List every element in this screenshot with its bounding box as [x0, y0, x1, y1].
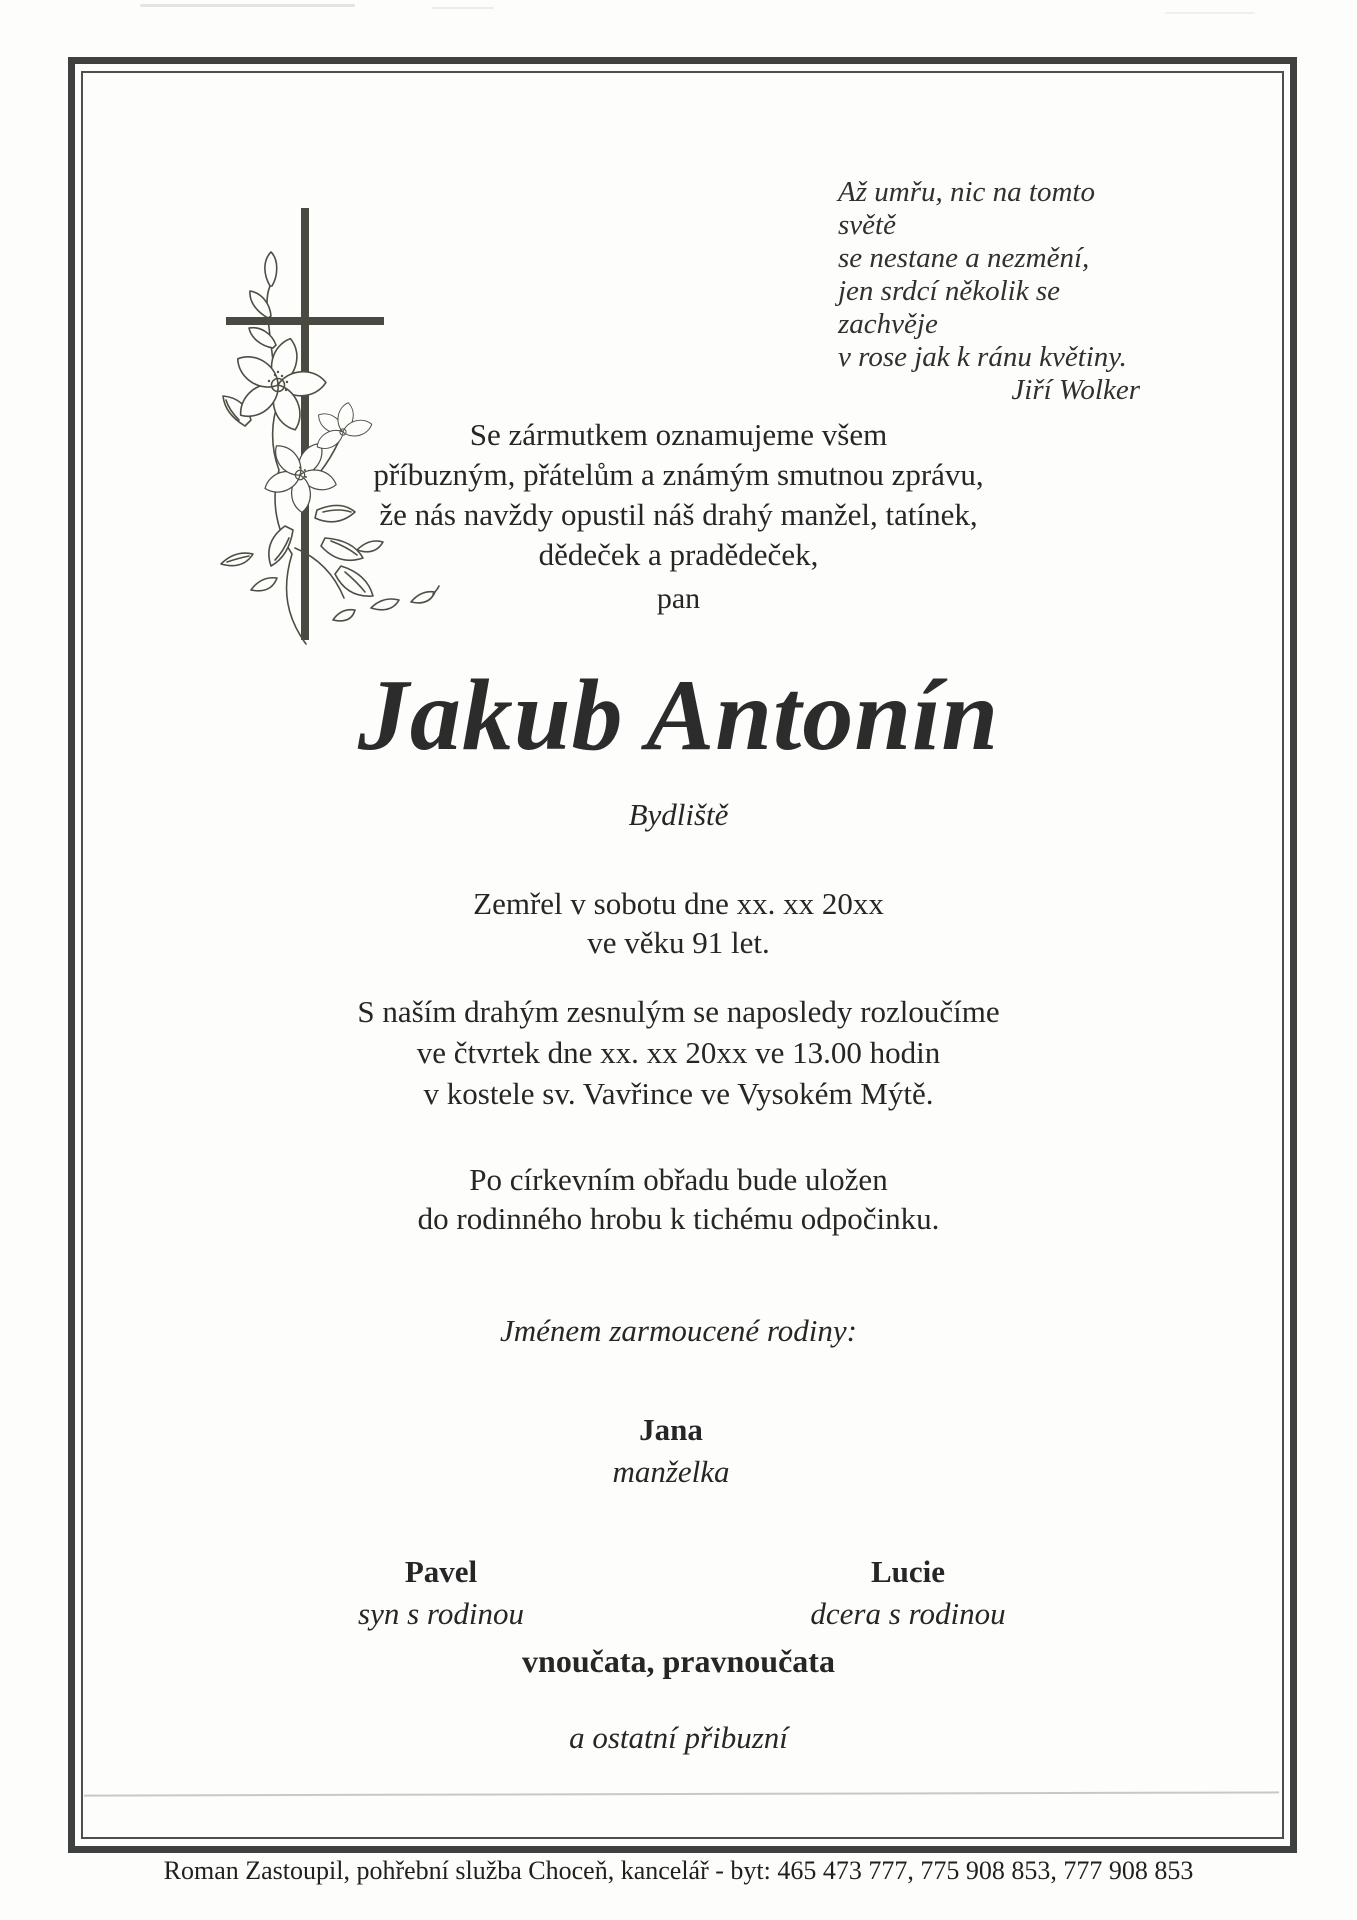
- farewell-info: [0, 991, 1357, 1114]
- person-relation: dcera s rodinou: [810, 1596, 1006, 1631]
- memorial-poem: [838, 176, 1150, 407]
- announcement-line: příbuzným, přátelům a známým smutnou zprávu,: [373, 457, 984, 492]
- scan-artifact: [1165, 12, 1255, 14]
- farewell-line: S naším drahým zesnulým se naposledy rozloučíme: [357, 994, 1000, 1029]
- burial-line: Po církevním obřadu bude uložen: [469, 1162, 888, 1197]
- person-name: Lucie: [870, 1554, 946, 1589]
- announcement-text: [0, 415, 1357, 575]
- death-info: [0, 884, 1357, 962]
- poem-author: Jiří Wolker: [1011, 374, 1140, 406]
- scan-artifact: [140, 4, 355, 7]
- announcement-line: že nás navždy opustil náš drahý manžel, tatínek,: [379, 497, 978, 532]
- person-relation: syn s rodinou: [358, 1596, 524, 1631]
- cross-horizontal-bar: [226, 317, 384, 325]
- grandchildren-line: vnoučata, pravnoučata: [522, 1643, 835, 1679]
- burial-line: do rodinného hrobu k tichému odpočinku.: [417, 1201, 940, 1236]
- person-name: Pavel: [404, 1554, 478, 1589]
- family-member-wife: [612, 1408, 729, 1492]
- poem-line: v rose jak k ránu květiny.: [838, 341, 1127, 373]
- poem-line: Až umřu, nic na tomto světě: [838, 176, 1095, 241]
- funeral-service-footer: Roman Zastoupil, pohřební služba Choceň, kancelář - byt: 465 473 777, 775 908 853, 777 908 853: [163, 1856, 1194, 1885]
- farewell-line: v kostele sv. Vavřince ve Vysokém Mýtě.: [423, 1076, 934, 1111]
- farewell-line: ve čtvrtek dne xx. xx 20xx ve 13.00 hodin: [416, 1035, 941, 1070]
- scan-artifact: [432, 7, 494, 9]
- person-relation: manželka: [612, 1454, 730, 1489]
- death-info-line: Zemřel v sobotu dne xx. xx 20xx: [473, 886, 884, 921]
- family-heading: Jménem zarmoucené rodiny:: [500, 1313, 857, 1348]
- person-name: Jana: [639, 1412, 703, 1447]
- family-member-daughter: [810, 1550, 1005, 1634]
- other-relatives-line: a ostatní přibuzní: [569, 1720, 788, 1755]
- poem-line: jen srdcí několik se zachvěje: [838, 275, 1060, 340]
- residence-label: Bydliště: [628, 797, 729, 832]
- burial-info: [0, 1160, 1357, 1238]
- announcement-line: dědeček a pradědeček,: [538, 537, 819, 572]
- deceased-name: Jakub Antonín: [357, 659, 1000, 772]
- announcement-line: Se zármutkem oznamujeme všem: [469, 417, 888, 452]
- poem-line: se nestane a nezmění,: [838, 242, 1090, 274]
- salutation: pan: [656, 582, 701, 615]
- death-info-line: ve věku 91 let.: [587, 925, 770, 960]
- family-member-son: [358, 1550, 524, 1634]
